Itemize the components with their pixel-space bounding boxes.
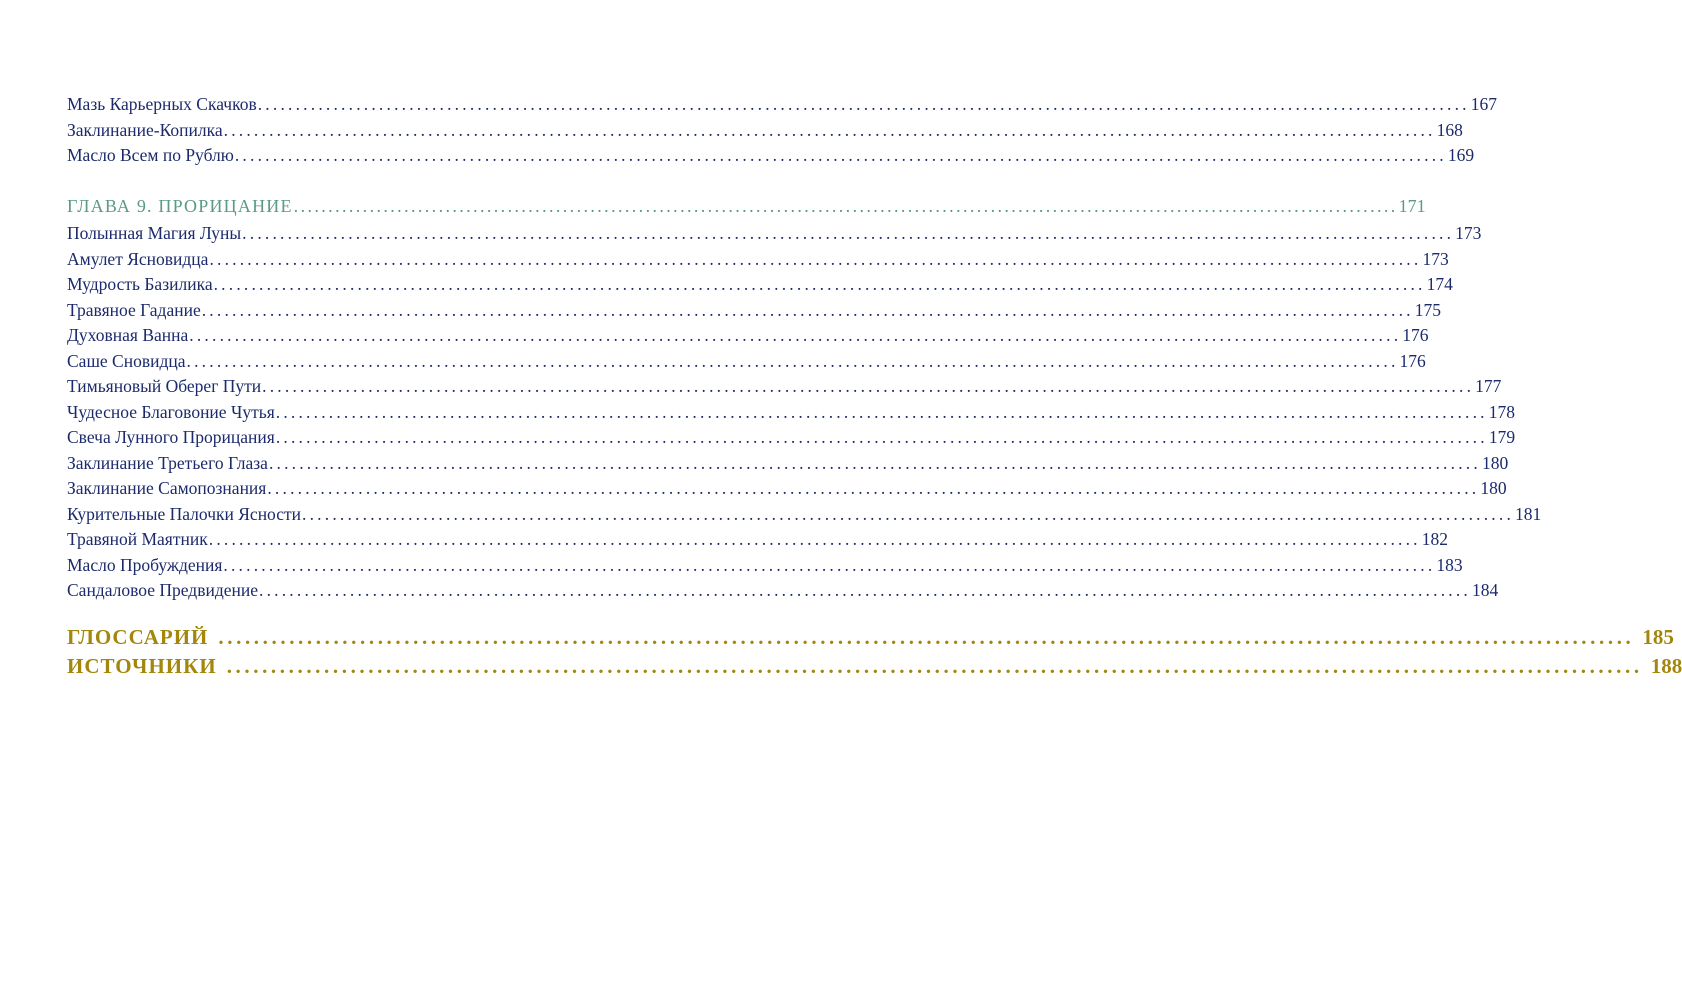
dot-leader: ................................................................................................................................................................	[226, 654, 1643, 678]
toc-entry	[67, 247, 1449, 273]
toc-entry	[67, 349, 1426, 375]
toc-entry-title: Полынная Магия Луны	[67, 223, 242, 243]
toc-entry-page: 167	[1470, 94, 1497, 114]
chapter-title: ГЛАВА 9. ПРОРИЦАНИЕ	[67, 196, 293, 216]
toc-entry-page: 182	[1421, 529, 1448, 549]
toc-entry-title: Чудесное Благовоние Чутья	[67, 401, 275, 422]
toc-entry-title: Масло Всем по Рублю	[67, 145, 234, 165]
toc-entry-page: 177	[1475, 376, 1502, 396]
dot-leader: ................................................................................................................................................................	[302, 503, 1515, 524]
section-page: 185	[1642, 625, 1674, 649]
toc-entry-page: 181	[1515, 503, 1542, 524]
dot-leader: ................................................................................................................................................................	[275, 401, 1488, 422]
toc-entry-title: Заклинание Самопознания	[67, 478, 267, 498]
toc-entry-title: Сандаловое Предвидение	[67, 580, 258, 600]
toc-entry-title: Мудрость Базилика	[67, 274, 213, 294]
dot-leader: ................................................................................................................................................................	[223, 119, 1436, 140]
toc-entry-page: 183	[1436, 554, 1463, 575]
dot-leader: ................................................................................................................................................................	[223, 554, 1436, 575]
chapter-page: 171	[1398, 196, 1426, 216]
section-page: 188	[1650, 654, 1682, 678]
toc-entry-page: 184	[1472, 580, 1499, 600]
toc-entry-title: Травяное Гадание	[67, 299, 201, 320]
dot-leader: ................................................................................................................................................................	[267, 478, 1480, 498]
dot-leader: ................................................................................................................................................................	[234, 145, 1447, 165]
toc-entry	[67, 143, 1475, 169]
toc-entry-title: Духовная Ванна	[67, 325, 189, 345]
toc-entry-title: Саше Сновидца	[67, 350, 186, 371]
toc-entry	[67, 578, 1499, 604]
toc-entry-page: 178	[1488, 401, 1515, 422]
toc-entry-page: 168	[1436, 119, 1463, 140]
toc-entry	[67, 323, 1429, 349]
toc-entry-page: 179	[1488, 427, 1516, 447]
toc-entry-title: Амулет Ясновидца	[67, 248, 209, 269]
section-heading-glossary	[67, 623, 1674, 652]
dot-leader: ................................................................................................................................................................	[268, 452, 1481, 473]
toc-chapter-section	[67, 192, 1542, 604]
dot-leader: ................................................................................................................................................................	[242, 223, 1455, 243]
dot-leader: ................................................................................................................................................................	[262, 376, 1475, 396]
toc-entry-title: Заклинание-Копилка	[67, 119, 223, 140]
dot-leader: ................................................................................................................................................................	[259, 580, 1471, 600]
dot-leader: ................................................................................................................................................................	[189, 325, 1402, 345]
toc-entry	[67, 451, 1509, 477]
chapter-heading	[67, 192, 1426, 221]
dot-leader: ................................................................................................................................................................	[201, 299, 1414, 320]
toc-top-entries	[67, 92, 1497, 169]
toc-entry	[67, 374, 1502, 400]
toc-entry-page: 176	[1399, 350, 1426, 371]
toc-entry	[67, 400, 1515, 426]
toc-entry	[67, 527, 1448, 553]
toc-entry-page: 169	[1447, 145, 1475, 165]
toc-entry-page: 180	[1481, 452, 1509, 473]
toc-entry-page: 180	[1480, 478, 1507, 498]
section-title: ИСТОЧНИКИ	[67, 654, 217, 678]
dot-leader: ................................................................................................................................................................	[213, 274, 1426, 294]
toc-entry	[67, 425, 1516, 451]
toc-entry-title: Травяной Маятник	[67, 529, 208, 549]
toc-entry-title: Курительные Палочки Ясности	[67, 503, 302, 524]
dot-leader: ................................................................................................................................................................	[275, 427, 1488, 447]
toc-entry-title: Тимьяновый Оберег Пути	[67, 376, 262, 396]
toc-entry-title: Свеча Лунного Прорицания	[67, 427, 275, 447]
toc-entry	[67, 502, 1542, 528]
toc-entry	[67, 553, 1463, 579]
toc-entry	[67, 298, 1441, 324]
toc-entry-title: Мазь Карьерных Скачков	[67, 94, 257, 114]
toc-entry	[67, 92, 1497, 118]
section-title: ГЛОССАРИЙ	[67, 625, 209, 649]
toc-entry-page: 176	[1402, 325, 1429, 345]
toc-entry-page: 173	[1455, 223, 1482, 243]
dot-leader: ................................................................................................................................................................	[293, 196, 1398, 216]
toc-entry	[67, 221, 1482, 247]
dot-leader: ................................................................................................................................................................	[186, 350, 1399, 371]
toc-entry	[67, 476, 1507, 502]
toc-end-sections	[67, 623, 1682, 681]
dot-leader: ................................................................................................................................................................	[218, 625, 1635, 649]
toc-entry-page: 173	[1422, 248, 1449, 269]
dot-leader: ................................................................................................................................................................	[257, 94, 1470, 114]
toc-entry-page: 175	[1414, 299, 1441, 320]
toc-entry-page: 174	[1426, 274, 1453, 294]
toc-entry-title: Заклинание Третьего Глаза	[67, 452, 268, 473]
dot-leader: ................................................................................................................................................................	[208, 529, 1421, 549]
section-heading-sources	[67, 652, 1682, 681]
toc-entry-title: Масло Пробуждения	[67, 554, 223, 575]
toc-entry	[67, 118, 1463, 144]
dot-leader: ................................................................................................................................................................	[209, 248, 1422, 269]
toc-entry	[67, 272, 1453, 298]
